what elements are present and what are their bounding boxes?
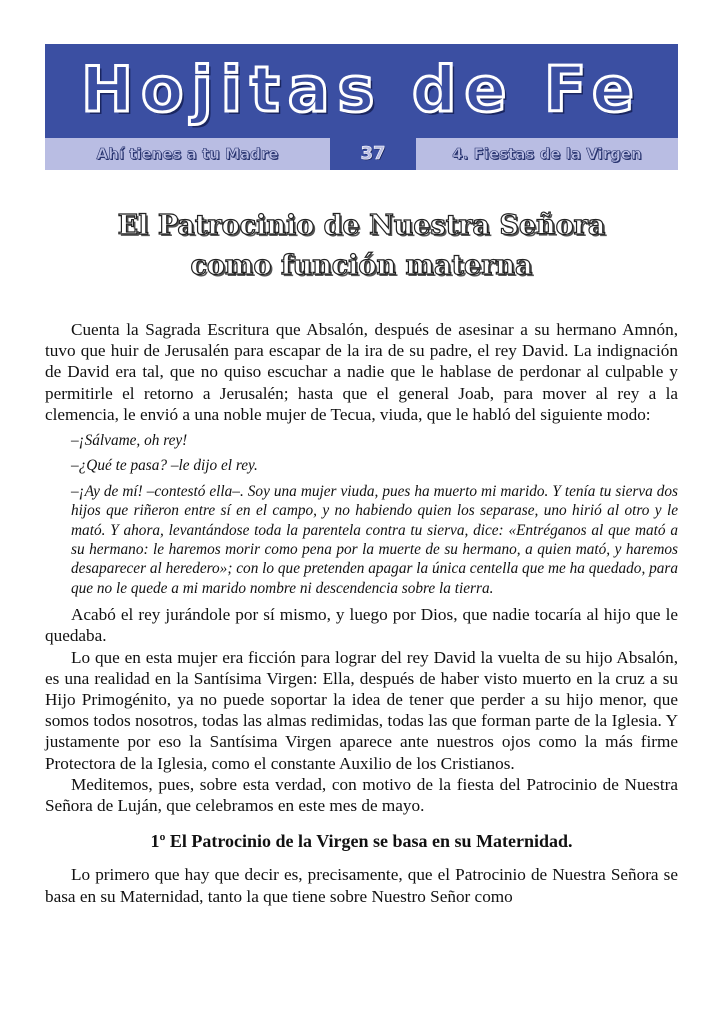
- quote-line-2: –¿Qué te pasa? –le dijo el rey.: [71, 457, 258, 475]
- header-subbar: [45, 138, 678, 170]
- section-label: 4. Fiestas de la Virgen: [452, 145, 642, 163]
- section-heading-1: 1º El Patrocinio de la Virgen se basa en su Maternidad.: [150, 831, 573, 852]
- paragraph-meditation: Meditemos, pues, sobre esta verdad, con motivo de la fiesta del Patrocinio de Nuestra Señora de Luján, que celebramos en este mes de mayo.: [45, 774, 678, 816]
- paragraph-virgin-reality: Lo que en esta mujer era ficción para lograr del rey David la vuelta de su hijo Absalón, es una realidad en la Santísima Virgen: Ella, después de haber visto muerto en la cruz a su Hijo Primogénito, ya no puede soportar la idea de tener que perder a su hijo menor, que somos todos nosotros, todas las almas redimidas, todas las que forman parte de la Iglesia. Y justamente por eso la Santísima Virgen aparece ante nuestros ojos como la más firme Protectora de la Iglesia, como el constante Auxilio de los Cristianos.: [45, 647, 678, 773]
- issue-number: 37: [330, 138, 416, 170]
- article-title-line-2: como función materna: [190, 250, 533, 281]
- quote-line-1: –¡Sálvame, oh rey!: [71, 432, 188, 450]
- quote-line-3: –¡Ay de mí! –contestó ella–. Soy una mujer viuda, pues ha muerto mi marido. Y tenía tu sierva dos hijos que riñeron entre sí en el campo, y no habiendo quien los separase, uno hirió al otro y le mató. Y ahora, levantándose toda la parentela contra tu sierva, dice: «Entréganos al que mató a su hermano: le haremos morir como pena por la muerte de su hermano, a quien mató, y haremos desaparecer al heredero»; con lo que pretenden apagar la única centella que me ha quedado, para que no le quede a mi marido nombre ni descendencia sobre la tierra.: [71, 482, 678, 597]
- header-banner: [45, 44, 678, 138]
- article-body: [45, 319, 678, 913]
- paragraph-king-oath: Acabó el rey jurándole por sí mismo, y luego por Dios, que nadie tocaría al hijo que le quedaba.: [45, 605, 678, 646]
- paragraph-intro: Cuenta la Sagrada Escritura que Absalón, después de asesinar a su hermano Amnón, tuvo que huir de Jerusalén para escapar de la ira de su padre, el rey David. La indignación de David era tal, que no quiso escuchar a nadie que le hablase de perdonar al culpable y permitirle el retorno a Jerusalén; hasta que el general Joab, para mover al rey a la clemencia, le envió a una noble mujer de Tecua, viuda, que le habló del siguiente modo:: [45, 320, 678, 424]
- dialogue-quote: [45, 431, 678, 598]
- article-title-line-1: El Patrocinio de Nuestra Señora: [117, 210, 606, 241]
- paragraph-section-1: Lo primero que hay que decir es, precisamente, que el Patrocinio de Nuestra Señora se basa en su Maternidad, tanto la que tiene sobre Nuestro Señor como: [45, 865, 678, 906]
- publication-title: Hojitas de Fe: [81, 53, 642, 126]
- article-title: [45, 206, 678, 286]
- series-label: Ahí tienes a tu Madre: [96, 145, 279, 163]
